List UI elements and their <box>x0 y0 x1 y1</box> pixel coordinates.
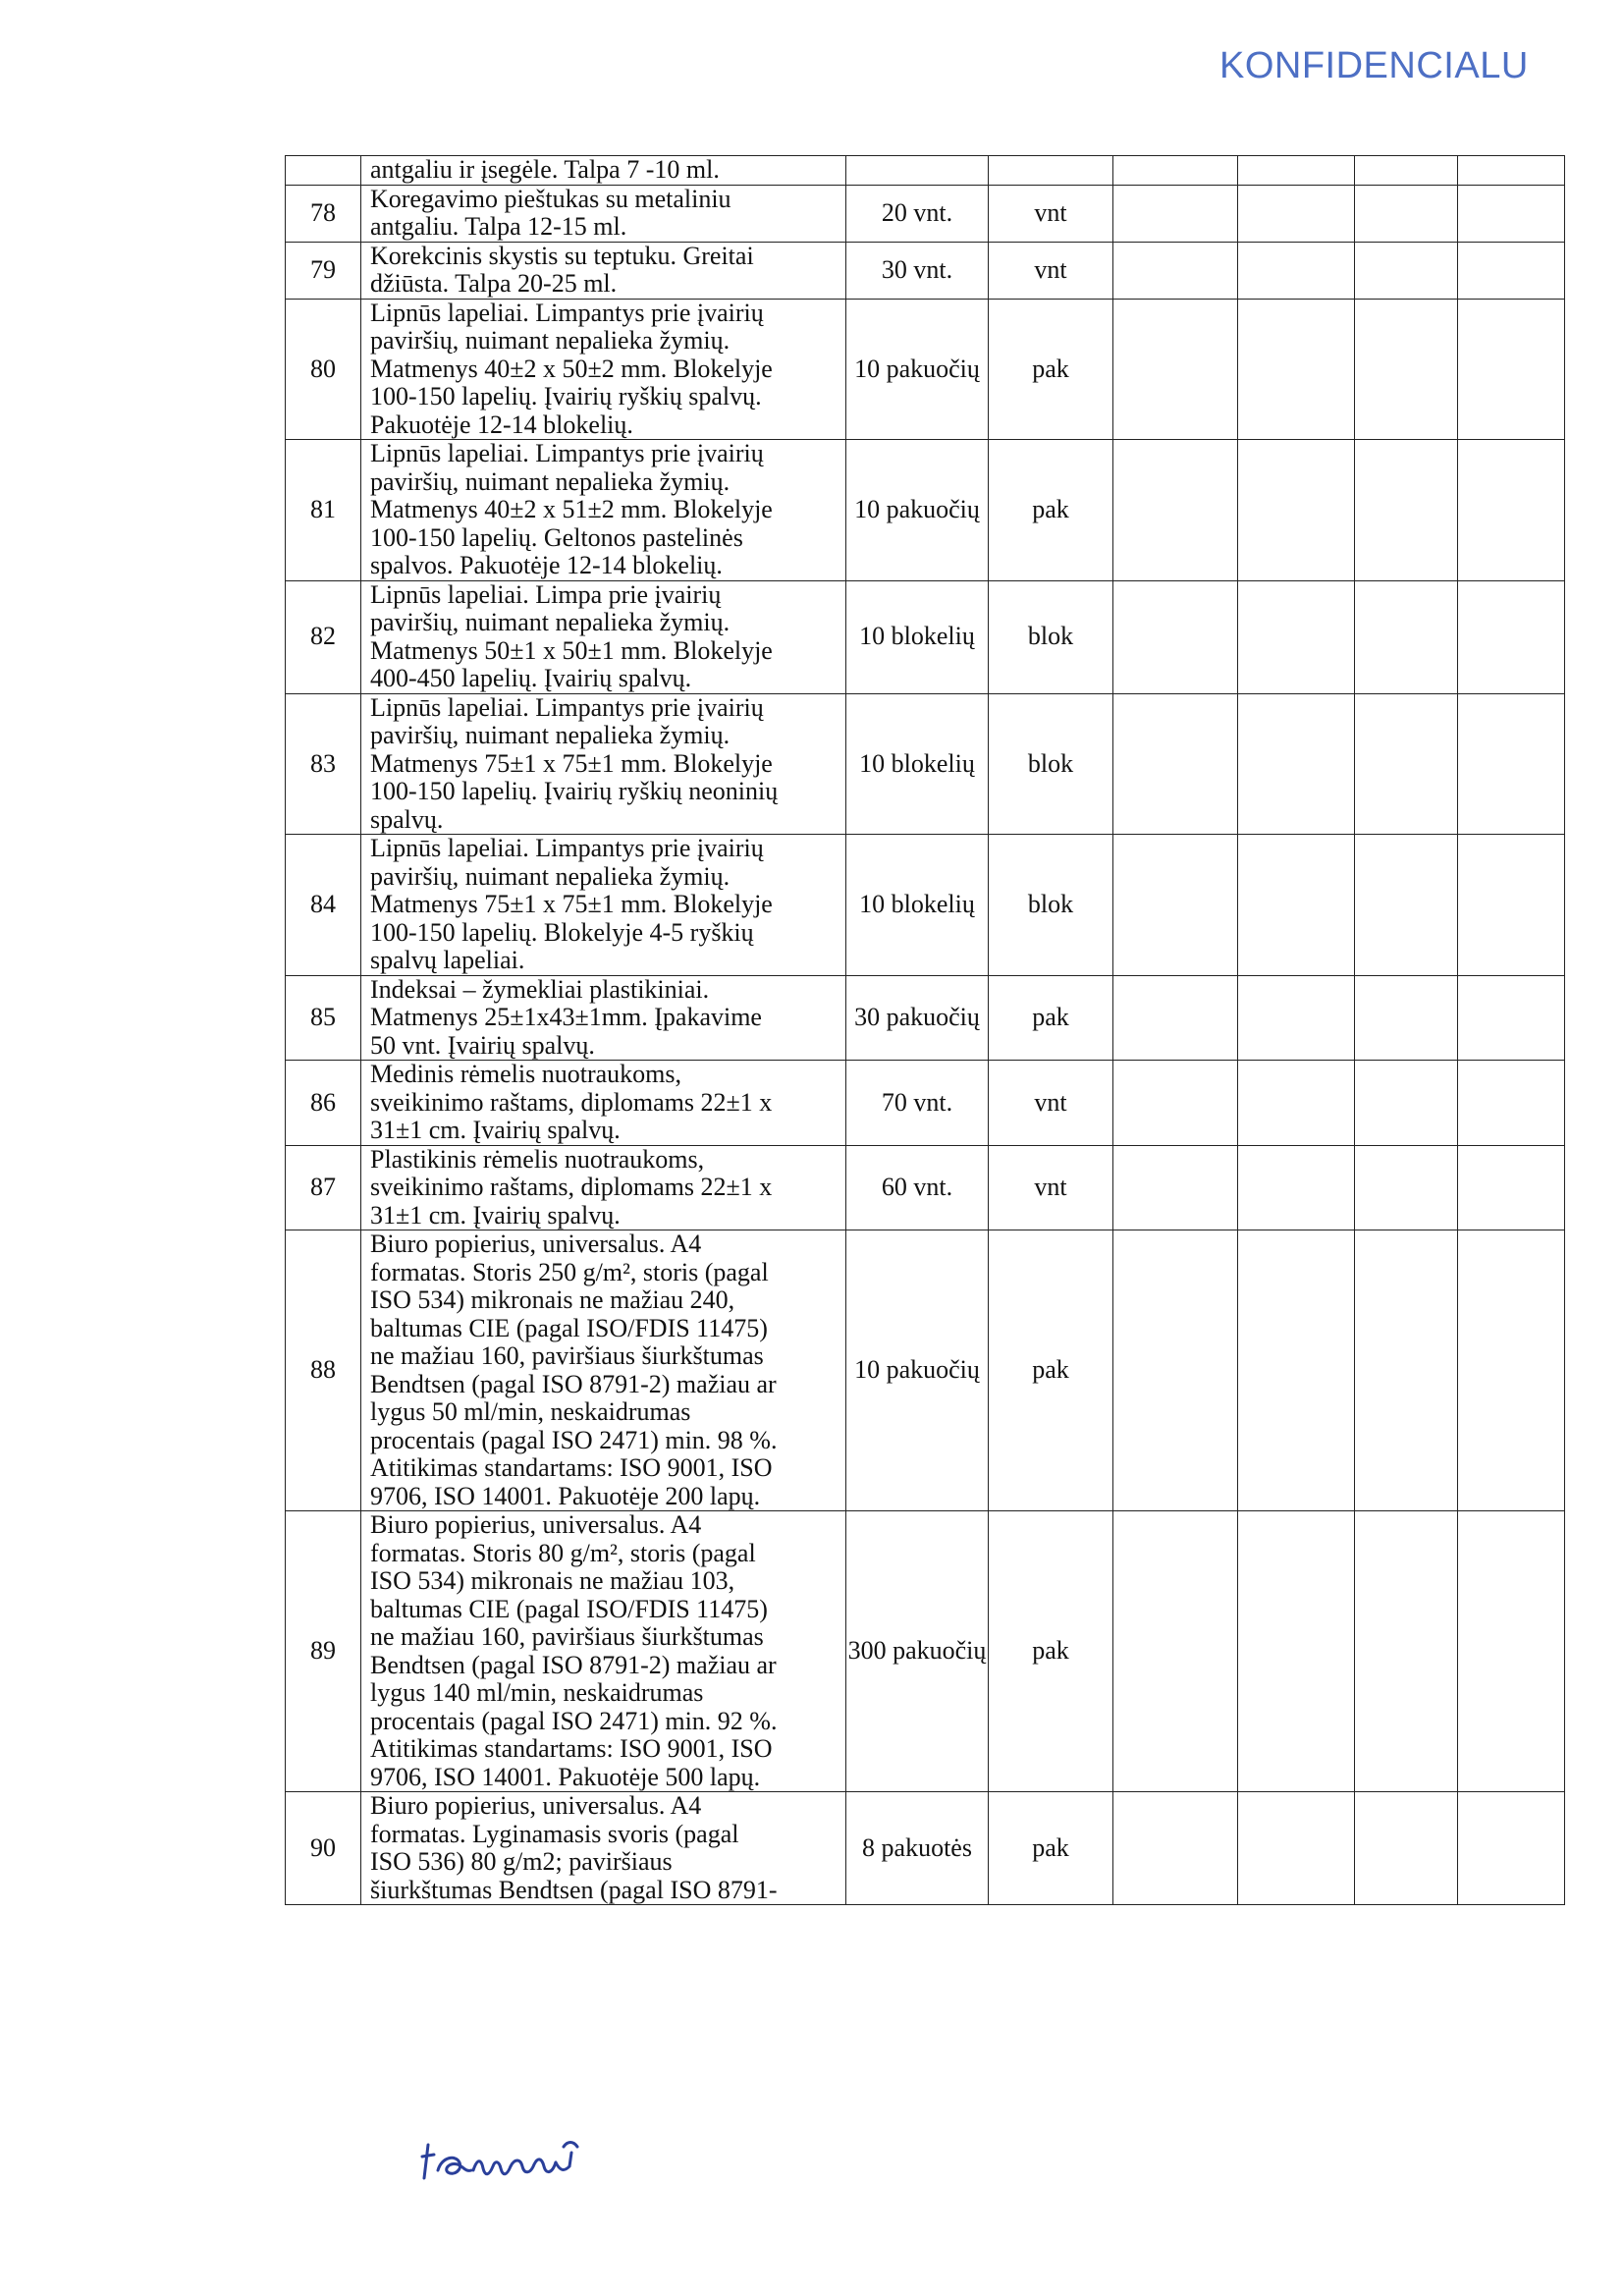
empty-price-cell-4 <box>1458 1792 1565 1905</box>
item-number: 90 <box>286 1792 361 1905</box>
item-quantity: 30 vnt. <box>846 242 989 299</box>
item-description <box>361 693 846 835</box>
item-description <box>361 1511 846 1792</box>
empty-price-cell-3 <box>1355 693 1458 835</box>
description-line: ISO 536) 80 g/m2; paviršiaus <box>370 1847 673 1876</box>
empty-price-cell-1 <box>1113 1230 1238 1511</box>
item-unit: blok <box>989 693 1113 835</box>
description-line: procentais (pagal ISO 2471) min. 92 %. <box>370 1706 778 1735</box>
description-line: Korekcinis skystis su teptuku. Greitai <box>370 242 754 270</box>
description-line: Lipnūs lapeliai. Limpantys prie įvairių <box>370 299 764 327</box>
specification-table <box>285 155 1565 1905</box>
empty-price-cell-2 <box>1238 835 1355 976</box>
empty-price-cell-2 <box>1238 185 1355 242</box>
item-unit: pak <box>989 1230 1113 1511</box>
item-unit: pak <box>989 1792 1113 1905</box>
table-row <box>286 185 1565 242</box>
empty-price-cell-1 <box>1113 580 1238 693</box>
item-quantity: 10 blokelių <box>846 693 989 835</box>
description-line: lygus 50 ml/min, neskaidrumas <box>370 1397 691 1426</box>
item-unit: blok <box>989 580 1113 693</box>
empty-price-cell-3 <box>1355 580 1458 693</box>
empty-price-cell-2 <box>1238 1145 1355 1230</box>
empty-price-cell-4 <box>1458 242 1565 299</box>
description-line: formatas. Lyginamasis svoris (pagal <box>370 1819 739 1848</box>
description-line: ISO 534) mikronais ne mažiau 240, <box>370 1285 735 1314</box>
item-quantity: 10 pakuočių <box>846 440 989 581</box>
item-quantity: 10 pakuočių <box>846 1230 989 1511</box>
description-line: Biuro popierius, universalus. A4 <box>370 1510 702 1539</box>
description-line: antgaliu ir įsegėle. Talpa 7 -10 ml. <box>370 155 720 184</box>
description-line: Bendtsen (pagal ISO 8791-2) mažiau ar <box>370 1650 777 1679</box>
item-unit: vnt <box>989 1061 1113 1146</box>
item-unit: vnt <box>989 242 1113 299</box>
item-description <box>361 440 846 581</box>
empty-price-cell-1 <box>1113 693 1238 835</box>
description-line: spalvų lapeliai. <box>370 946 525 974</box>
item-number: 78 <box>286 185 361 242</box>
item-description <box>361 1230 846 1511</box>
table-row <box>286 440 1565 581</box>
empty-price-cell-2 <box>1238 1061 1355 1146</box>
item-quantity: 8 pakuotės <box>846 1792 989 1905</box>
empty-price-cell-3 <box>1355 1230 1458 1511</box>
description-line: Matmenys 75±1 x 75±1 mm. Blokelyje <box>370 890 773 918</box>
item-description <box>361 835 846 976</box>
description-line: Matmenys 40±2 x 50±2 mm. Blokelyje <box>370 354 773 383</box>
empty-price-cell-3 <box>1355 1061 1458 1146</box>
empty-price-cell-1 <box>1113 156 1238 186</box>
empty-price-cell-1 <box>1113 1792 1238 1905</box>
empty-price-cell-2 <box>1238 299 1355 440</box>
description-line: Atitikimas standartams: ISO 9001, ISO <box>370 1453 773 1482</box>
item-number: 86 <box>286 1061 361 1146</box>
table-row <box>286 299 1565 440</box>
table-row <box>286 975 1565 1061</box>
item-description <box>361 185 846 242</box>
empty-price-cell-1 <box>1113 1511 1238 1792</box>
empty-price-cell-4 <box>1458 1511 1565 1792</box>
description-line: 100-150 lapelių. Geltonos pastelinės <box>370 522 743 552</box>
item-unit: blok <box>989 835 1113 976</box>
item-quantity: 300 pakuočių <box>846 1511 989 1792</box>
table-row <box>286 156 1565 186</box>
description-line: Matmenys 25±1x43±1mm. Įpakavime <box>370 1003 762 1031</box>
description-line: 31±1 cm. Įvairių spalvų. <box>370 1200 621 1230</box>
item-number <box>286 156 361 186</box>
item-unit: pak <box>989 440 1113 581</box>
item-number: 79 <box>286 242 361 299</box>
empty-price-cell-2 <box>1238 693 1355 835</box>
item-unit: pak <box>989 299 1113 440</box>
description-line: paviršių, nuimant nepalieka žymių. <box>370 608 731 636</box>
description-line: Koregavimo pieštukas su metaliniu <box>370 185 731 213</box>
description-line: Lipnūs lapeliai. Limpantys prie įvairių <box>370 439 764 467</box>
empty-price-cell-4 <box>1458 1061 1565 1146</box>
specification-table-body <box>286 156 1565 1905</box>
description-line: sveikinimo raštams, diplomams 22±1 x <box>370 1087 773 1117</box>
table-row <box>286 1792 1565 1905</box>
item-description <box>361 580 846 693</box>
item-number: 82 <box>286 580 361 693</box>
empty-price-cell-3 <box>1355 1511 1458 1792</box>
item-number: 88 <box>286 1230 361 1511</box>
empty-price-cell-1 <box>1113 242 1238 299</box>
empty-price-cell-3 <box>1355 242 1458 299</box>
item-number: 84 <box>286 835 361 976</box>
item-number: 87 <box>286 1145 361 1230</box>
table-row <box>286 1145 1565 1230</box>
confidential-stamp: KONFIDENCIALU <box>1219 45 1529 86</box>
item-description <box>361 1145 846 1230</box>
empty-price-cell-1 <box>1113 1145 1238 1230</box>
description-line: lygus 140 ml/min, neskaidrumas <box>370 1678 704 1707</box>
description-line: Atitikimas standartams: ISO 9001, ISO <box>370 1734 773 1763</box>
description-line: sveikinimo raštams, diplomams 22±1 x <box>370 1173 773 1201</box>
empty-price-cell-4 <box>1458 975 1565 1061</box>
description-line: Matmenys 40±2 x 51±2 mm. Blokelyje <box>370 495 773 523</box>
empty-price-cell-3 <box>1355 299 1458 440</box>
empty-price-cell-4 <box>1458 693 1565 835</box>
table-row <box>286 242 1565 299</box>
description-line: 400-450 lapelių. Įvairių spalvų. <box>370 664 692 692</box>
table-row <box>286 1511 1565 1792</box>
item-unit <box>989 156 1113 186</box>
empty-price-cell-2 <box>1238 440 1355 581</box>
description-line: Plastikinis rėmelis nuotraukoms, <box>370 1145 705 1174</box>
description-line: antgaliu. Talpa 12-15 ml. <box>370 212 627 241</box>
empty-price-cell-1 <box>1113 440 1238 581</box>
item-description <box>361 299 846 440</box>
empty-price-cell-1 <box>1113 975 1238 1061</box>
description-line: procentais (pagal ISO 2471) min. 98 %. <box>370 1425 778 1454</box>
description-line: Lipnūs lapeliai. Limpa prie įvairių <box>370 580 722 609</box>
empty-price-cell-1 <box>1113 835 1238 976</box>
empty-price-cell-4 <box>1458 1230 1565 1511</box>
empty-price-cell-4 <box>1458 156 1565 186</box>
table-row <box>286 693 1565 835</box>
empty-price-cell-2 <box>1238 242 1355 299</box>
empty-price-cell-2 <box>1238 975 1355 1061</box>
item-quantity: 10 pakuočių <box>846 299 989 440</box>
description-line: spalvų. <box>370 804 444 834</box>
description-line: ne mažiau 160, paviršiaus šiurkštumas <box>370 1622 764 1651</box>
description-line: džiūsta. Talpa 20-25 ml. <box>370 269 618 298</box>
item-number: 81 <box>286 440 361 581</box>
item-description <box>361 1792 846 1905</box>
item-quantity: 70 vnt. <box>846 1061 989 1146</box>
description-line: Matmenys 50±1 x 50±1 mm. Blokelyje <box>370 635 773 665</box>
empty-price-cell-3 <box>1355 440 1458 581</box>
description-line: Pakuotėje 12-14 blokelių. <box>370 410 633 439</box>
description-line: ISO 534) mikronais ne mažiau 103, <box>370 1566 735 1595</box>
description-line: Lipnūs lapeliai. Limpantys prie įvairių <box>370 693 764 722</box>
description-line: Lipnūs lapeliai. Limpantys prie įvairių <box>370 834 764 862</box>
description-line: paviršių, nuimant nepalieka žymių. <box>370 721 731 749</box>
description-line: Biuro popierius, universalus. A4 <box>370 1230 702 1258</box>
item-description <box>361 242 846 299</box>
description-line: paviršių, nuimant nepalieka žymių. <box>370 326 731 355</box>
empty-price-cell-3 <box>1355 1145 1458 1230</box>
empty-price-cell-4 <box>1458 185 1565 242</box>
item-description <box>361 156 846 186</box>
item-quantity: 60 vnt. <box>846 1145 989 1230</box>
table-row <box>286 1061 1565 1146</box>
table-row <box>286 580 1565 693</box>
description-line: šiurkštumas Bendtsen (pagal ISO 8791- <box>370 1875 778 1904</box>
empty-price-cell-3 <box>1355 835 1458 976</box>
empty-price-cell-4 <box>1458 580 1565 693</box>
description-line: spalvos. Pakuotėje 12-14 blokelių. <box>370 551 723 579</box>
item-unit: vnt <box>989 1145 1113 1230</box>
empty-price-cell-4 <box>1458 1145 1565 1230</box>
table-row <box>286 1230 1565 1511</box>
description-line: baltumas CIE (pagal ISO/FDIS 11475) <box>370 1594 768 1623</box>
description-line: 100-150 lapelių. Įvairių ryškių spalvų. <box>370 382 762 410</box>
empty-price-cell-2 <box>1238 1511 1355 1792</box>
item-number: 85 <box>286 975 361 1061</box>
empty-price-cell-3 <box>1355 185 1458 242</box>
description-line: Indeksai – žymekliai plastikiniai. <box>370 975 710 1004</box>
item-unit: vnt <box>989 185 1113 242</box>
item-unit: pak <box>989 1511 1113 1792</box>
empty-price-cell-3 <box>1355 1792 1458 1905</box>
handwritten-signature <box>416 2127 642 2196</box>
description-line: 50 vnt. Įvairių spalvų. <box>370 1030 595 1060</box>
description-line: formatas. Storis 80 g/m², storis (pagal <box>370 1538 756 1567</box>
empty-price-cell-1 <box>1113 1061 1238 1146</box>
description-line: baltumas CIE (pagal ISO/FDIS 11475) <box>370 1313 768 1342</box>
item-quantity <box>846 156 989 186</box>
description-line: Matmenys 75±1 x 75±1 mm. Blokelyje <box>370 748 773 778</box>
description-line: paviršių, nuimant nepalieka žymių. <box>370 466 731 496</box>
item-number: 80 <box>286 299 361 440</box>
item-description <box>361 975 846 1061</box>
empty-price-cell-2 <box>1238 580 1355 693</box>
description-line: 100-150 lapelių. Įvairių ryškių neoninių <box>370 777 779 805</box>
description-line: Medinis rėmelis nuotraukoms, <box>370 1060 682 1088</box>
empty-price-cell-2 <box>1238 1792 1355 1905</box>
item-quantity: 20 vnt. <box>846 185 989 242</box>
description-line: ne mažiau 160, paviršiaus šiurkštumas <box>370 1341 764 1370</box>
item-description <box>361 1061 846 1146</box>
item-quantity: 30 pakuočių <box>846 975 989 1061</box>
empty-price-cell-3 <box>1355 156 1458 186</box>
empty-price-cell-3 <box>1355 975 1458 1061</box>
item-number: 89 <box>286 1511 361 1792</box>
empty-price-cell-2 <box>1238 1230 1355 1511</box>
item-quantity: 10 blokelių <box>846 580 989 693</box>
description-line: paviršių, nuimant nepalieka žymių. <box>370 861 731 891</box>
description-line: 31±1 cm. Įvairių spalvų. <box>370 1116 621 1144</box>
item-number: 83 <box>286 693 361 835</box>
description-line: 100-150 lapelių. Blokelyje 4-5 ryškių <box>370 917 754 947</box>
description-line: 9706, ISO 14001. Pakuotėje 500 lapų. <box>370 1762 761 1791</box>
empty-price-cell-2 <box>1238 156 1355 186</box>
empty-price-cell-4 <box>1458 440 1565 581</box>
item-unit: pak <box>989 975 1113 1061</box>
table-row <box>286 835 1565 976</box>
description-line: formatas. Storis 250 g/m², storis (pagal <box>370 1257 769 1286</box>
description-line: 9706, ISO 14001. Pakuotėje 200 lapų. <box>370 1481 761 1510</box>
empty-price-cell-4 <box>1458 835 1565 976</box>
empty-price-cell-4 <box>1458 299 1565 440</box>
empty-price-cell-1 <box>1113 185 1238 242</box>
description-line: Bendtsen (pagal ISO 8791-2) mažiau ar <box>370 1369 777 1398</box>
item-quantity: 10 blokelių <box>846 835 989 976</box>
empty-price-cell-1 <box>1113 299 1238 440</box>
description-line: Biuro popierius, universalus. A4 <box>370 1791 702 1820</box>
